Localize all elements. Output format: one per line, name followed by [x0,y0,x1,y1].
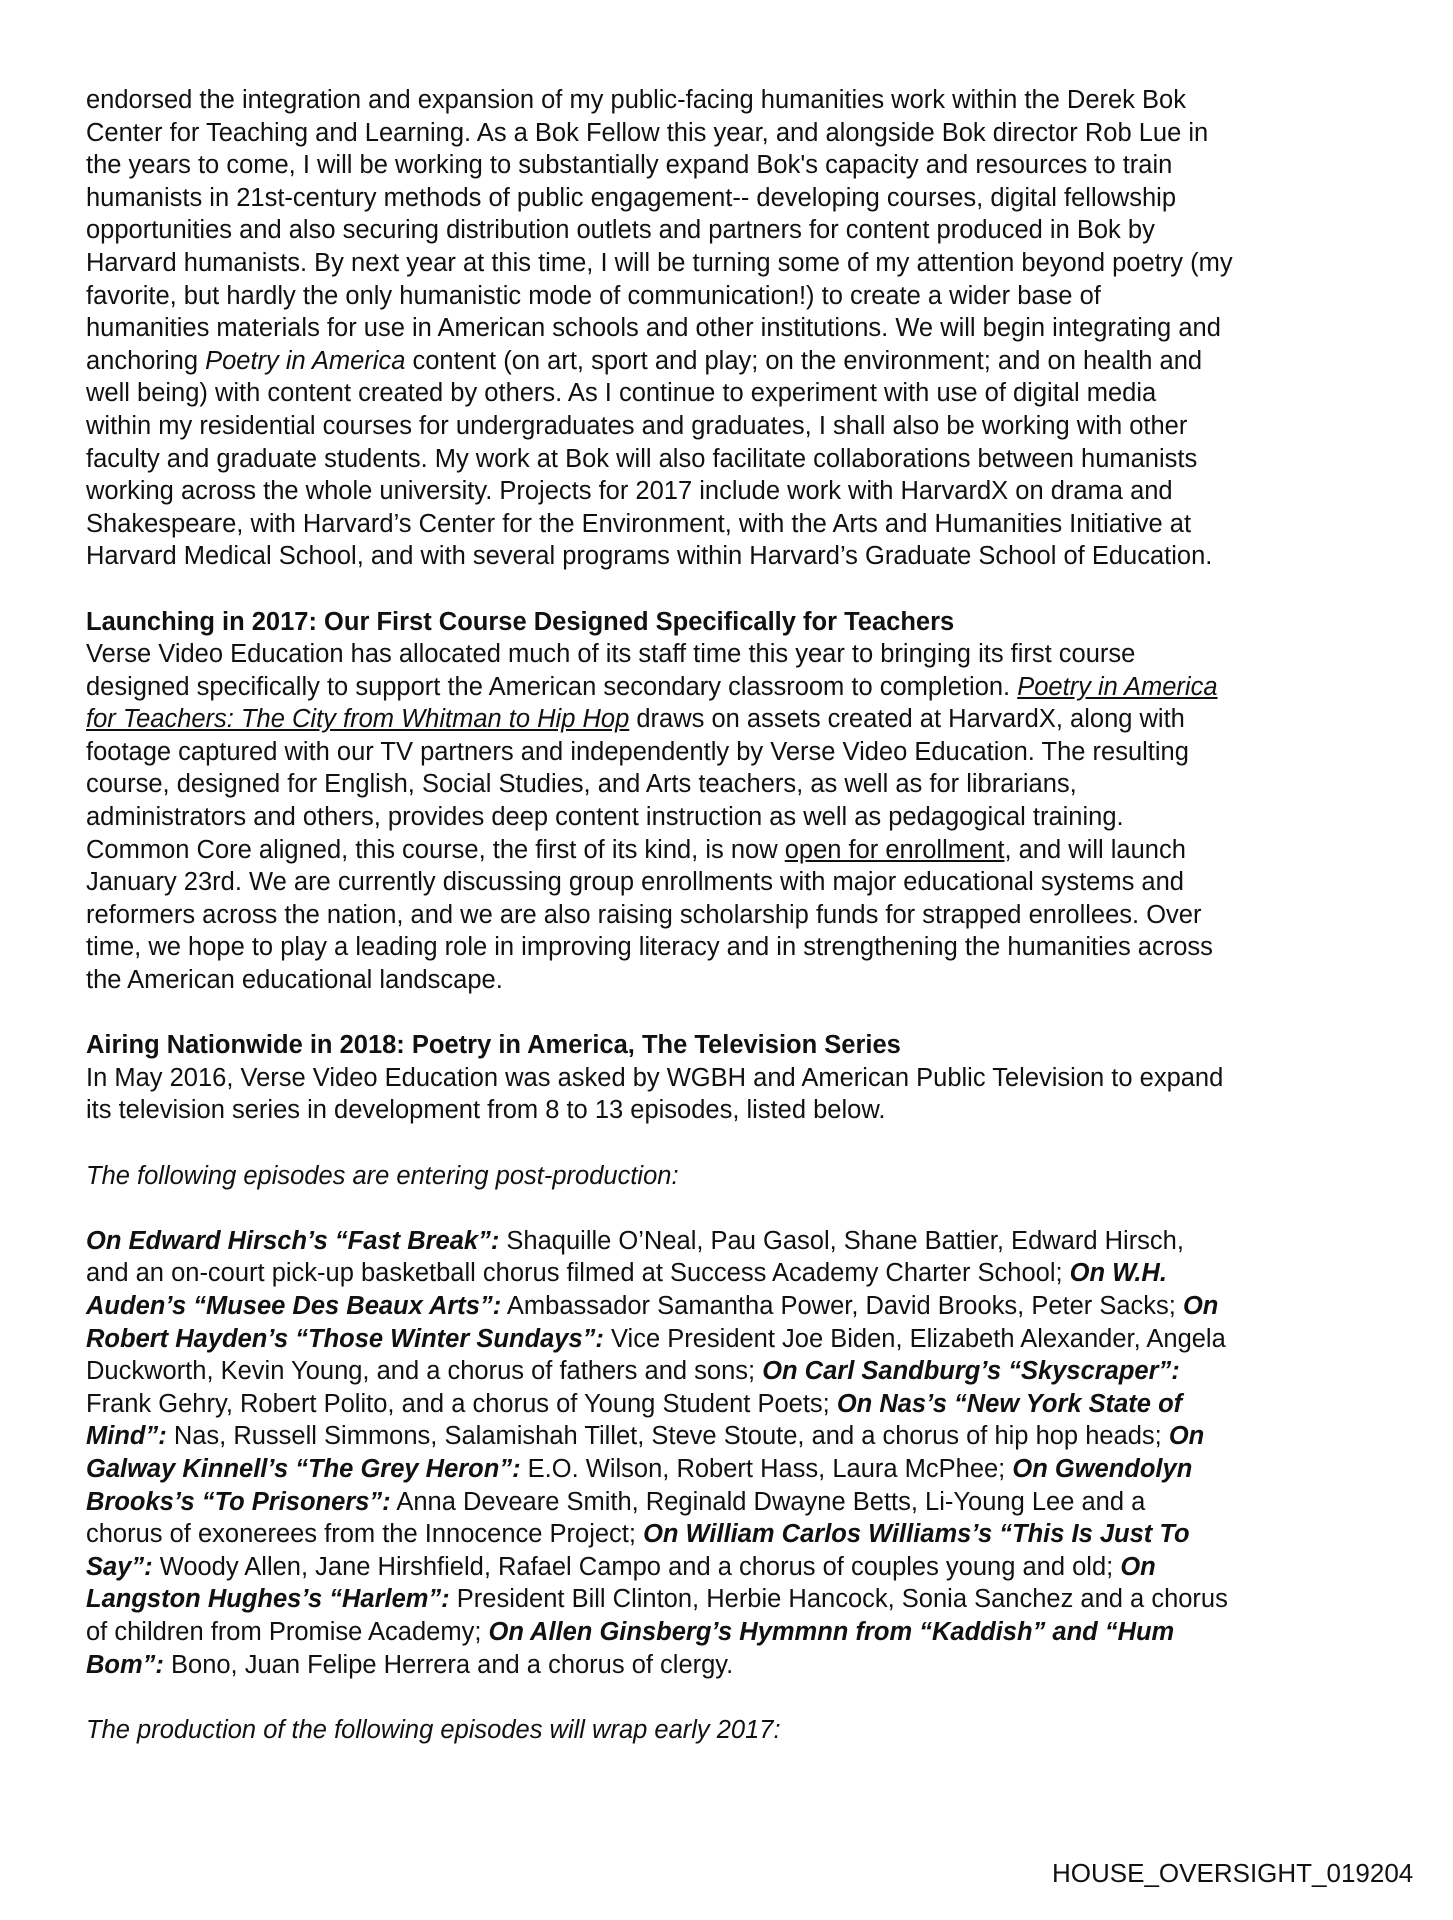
text-line: opportunities and also securing distribution outlets and partners for content produced in Bok by [86,216,1155,245]
text-line: faculty and graduate students. My work at Bok will also facilitate collaborations between humanists [86,444,1198,473]
text-line [86,1518,1386,1551]
text-line: humanists in 21st-century methods of public engagement-- developing courses, digital fellowship [86,183,1177,212]
text-line: well being) with content created by others. As I continue to experiment with use of digital media [86,379,1157,408]
episode-participants: chorus of exonerees from the Innocence Project; [86,1520,644,1549]
text-line: the years to come, I will be working to substantially expand Bok's capacity and resources to train [86,151,1173,180]
text-run: Common Core aligned, this course, the first of its kind, is now [86,835,785,864]
episode-participants: Woody Allen, Jane Hirshfield, Rafael Campo and a chorus of couples young and old; [152,1552,1121,1581]
text-line: administrators and others, provides deep content instruction as well as pedagogical training. [86,803,1124,832]
text-line [86,834,1386,867]
text-line [86,1551,1386,1584]
episode-participants: Shaquille O’Neal, Pau Gasol, Shane Battier, Edward Hirsch, [499,1226,1184,1255]
text-line: reformers across the nation, and we are also raising scholarship funds for strapped enrollees. Over [86,900,1202,929]
course-title-link[interactable]: Poetry in America [1017,672,1218,701]
text-line [86,703,1386,736]
paragraph-gap [86,1192,1386,1225]
episode-title: Mind”: [86,1422,167,1451]
episode-participants: Ambassador Samantha Power, David Brooks, Peter Sacks; [501,1291,1183,1320]
episode-participants: Frank Gehry, Robert Polito, and a chorus of Young Student Poets; [86,1389,837,1418]
episode-title: Brooks’s “To Prisoners”: [86,1487,391,1516]
text-line: working across the whole university. Projects for 2017 include work with HarvardX on drama and [86,477,1173,506]
enrollment-link[interactable]: open for enrollment [784,835,1005,864]
episode-title: On [1182,1291,1219,1320]
text-run: , and will launch [1004,835,1186,864]
text-line [86,1323,1386,1356]
paragraph-gap [86,573,1386,606]
episode-title: On William Carlos Williams’s “This Is Just To [643,1520,1190,1549]
episode-title: On Nas’s “New York State of [836,1389,1183,1418]
text-line [86,1257,1386,1290]
document-page [86,84,1386,1746]
post-production-intro: The following episodes are entering post-production: [86,1161,679,1190]
text-line: In May 2016, Verse Video Education was asked by WGBH and American Public Television to expand [86,1063,1224,1092]
episode-participants: Anna Deveare Smith, Reginald Dwayne Betts, Li-Young Lee and a [390,1487,1146,1516]
text-line [86,1355,1386,1388]
episode-title: Say”: [86,1552,153,1581]
episode-participants: E.O. Wilson, Robert Hass, Laura McPhee; [520,1454,1013,1483]
text-line [86,1388,1386,1421]
text-line [86,1583,1386,1616]
episode-title: On [1120,1552,1156,1581]
text-line [86,1225,1386,1258]
text-line: favorite, but hardly the only humanistic mode of communication!) to create a wider base of [86,281,1101,310]
section-heading: Launching in 2017: Our First Course Designed Specifically for Teachers [86,607,955,636]
text-line [86,1616,1386,1649]
paragraph-gap [86,1681,1386,1714]
episode-title: Langston Hughes’s “Harlem”: [86,1585,450,1614]
text-line [86,345,1386,378]
text-line: the American educational landscape. [86,966,503,995]
episode-title: On [1168,1422,1205,1451]
episode-title: On Carl Sandburg’s “Skyscraper”: [762,1357,1180,1386]
text-line: Verse Video Education has allocated much of its staff time this year to bringing its first course [86,640,1136,669]
text-line: humanities materials for use in American schools and other institutions. We will begin integrating and [86,314,1221,343]
text-line: footage captured with our TV partners and independently by Verse Video Education. The resulting [86,737,1189,766]
episode-participants: Duckworth, Kevin Young, and a chorus of fathers and sons; [86,1357,763,1386]
text-line: course, designed for English, Social Studies, and Arts teachers, as well as for librarians, [86,770,1077,799]
title-poetry-in-america: Poetry in America [205,346,406,375]
episode-title: Auden’s “Musee Des Beaux Arts”: [86,1291,502,1320]
text-line: Harvard humanists. By next year at this time, I will be turning some of my attention beyond poetry (my [86,248,1233,277]
text-line [86,1649,1386,1682]
text-line: Shakespeare, with Harvard’s Center for the Environment, with the Arts and Humanities Initiative at [86,509,1192,538]
text-line [86,671,1386,704]
wrap-early-2017-intro: The production of the following episodes will wrap early 2017: [86,1715,781,1744]
text-line: time, we hope to play a leading role in improving literacy and in strengthening the humanities across [86,933,1213,962]
text-line: its television series in development from 8 to 13 episodes, listed below. [86,1096,886,1125]
text-line: Center for Teaching and Learning. As a Bok Fellow this year, and alongside Bok director Rob Lue in [86,118,1209,147]
text-line: Harvard Medical School, and with several programs within Harvard’s Graduate School of Education. [86,542,1213,571]
episode-participants: of children from Promise Academy; [86,1617,489,1646]
bates-number: HOUSE_OVERSIGHT_019204 [1052,1858,1414,1888]
section-teachers-course [86,606,1386,997]
text-run: anchoring [86,346,206,375]
episode-participants: and an on-court pick-up basketball chorus filmed at Success Academy Charter School; [86,1259,1070,1288]
text-run: designed specifically to support the American secondary classroom to completion. [86,672,1018,701]
text-run: content (on art, sport and play; on the environment; and on health and [405,346,1203,375]
episode-title: Galway Kinnell’s “The Grey Heron”: [86,1454,521,1483]
episode-title: On W.H. [1069,1259,1167,1288]
episode-title: On Allen Ginsberg’s Hymmnn from “Kaddish” and “Hum [488,1617,1175,1646]
text-line [86,1290,1386,1323]
episode-title: Robert Hayden’s “Those Winter Sundays”: [86,1324,604,1353]
episode-participants: President Bill Clinton, Herbie Hancock, Sonia Sanchez and a chorus [449,1585,1228,1614]
paragraph-bok-center [86,84,1386,573]
text-run: draws on assets created at HarvardX, along with [629,705,1185,734]
section-heading: Airing Nationwide in 2018: Poetry in America, The Television Series [86,1031,901,1060]
text-line [86,1420,1386,1453]
text-line: within my residential courses for undergraduates and graduates, I shall also be working with other [86,411,1188,440]
text-line: endorsed the integration and expansion of my public-facing humanities work within the Derek Bok [86,86,1186,114]
episode-title: On Edward Hirsch’s “Fast Break”: [86,1226,500,1255]
paragraph-gap [86,1127,1386,1160]
episode-participants: Bono, Juan Felipe Herrera and a chorus of clergy. [163,1650,734,1679]
text-line: January 23rd. We are currently discussing group enrollments with major educational systems and [86,868,1184,897]
section-tv-series [86,1029,1386,1746]
episode-list [86,1225,1386,1681]
episode-participants: Nas, Russell Simmons, Salamishah Tillet, Steve Stoute, and a chorus of hip hop heads; [166,1422,1169,1451]
episode-title: Bom”: [86,1650,164,1679]
text-line [86,1486,1386,1519]
course-title-link[interactable]: for Teachers: The City from Whitman to Hip Hop [86,705,630,734]
paragraph-gap [86,997,1386,1030]
episode-title: On Gwendolyn [1012,1454,1193,1483]
text-line [86,1453,1386,1486]
episode-participants: Vice President Joe Biden, Elizabeth Alexander, Angela [603,1324,1226,1353]
